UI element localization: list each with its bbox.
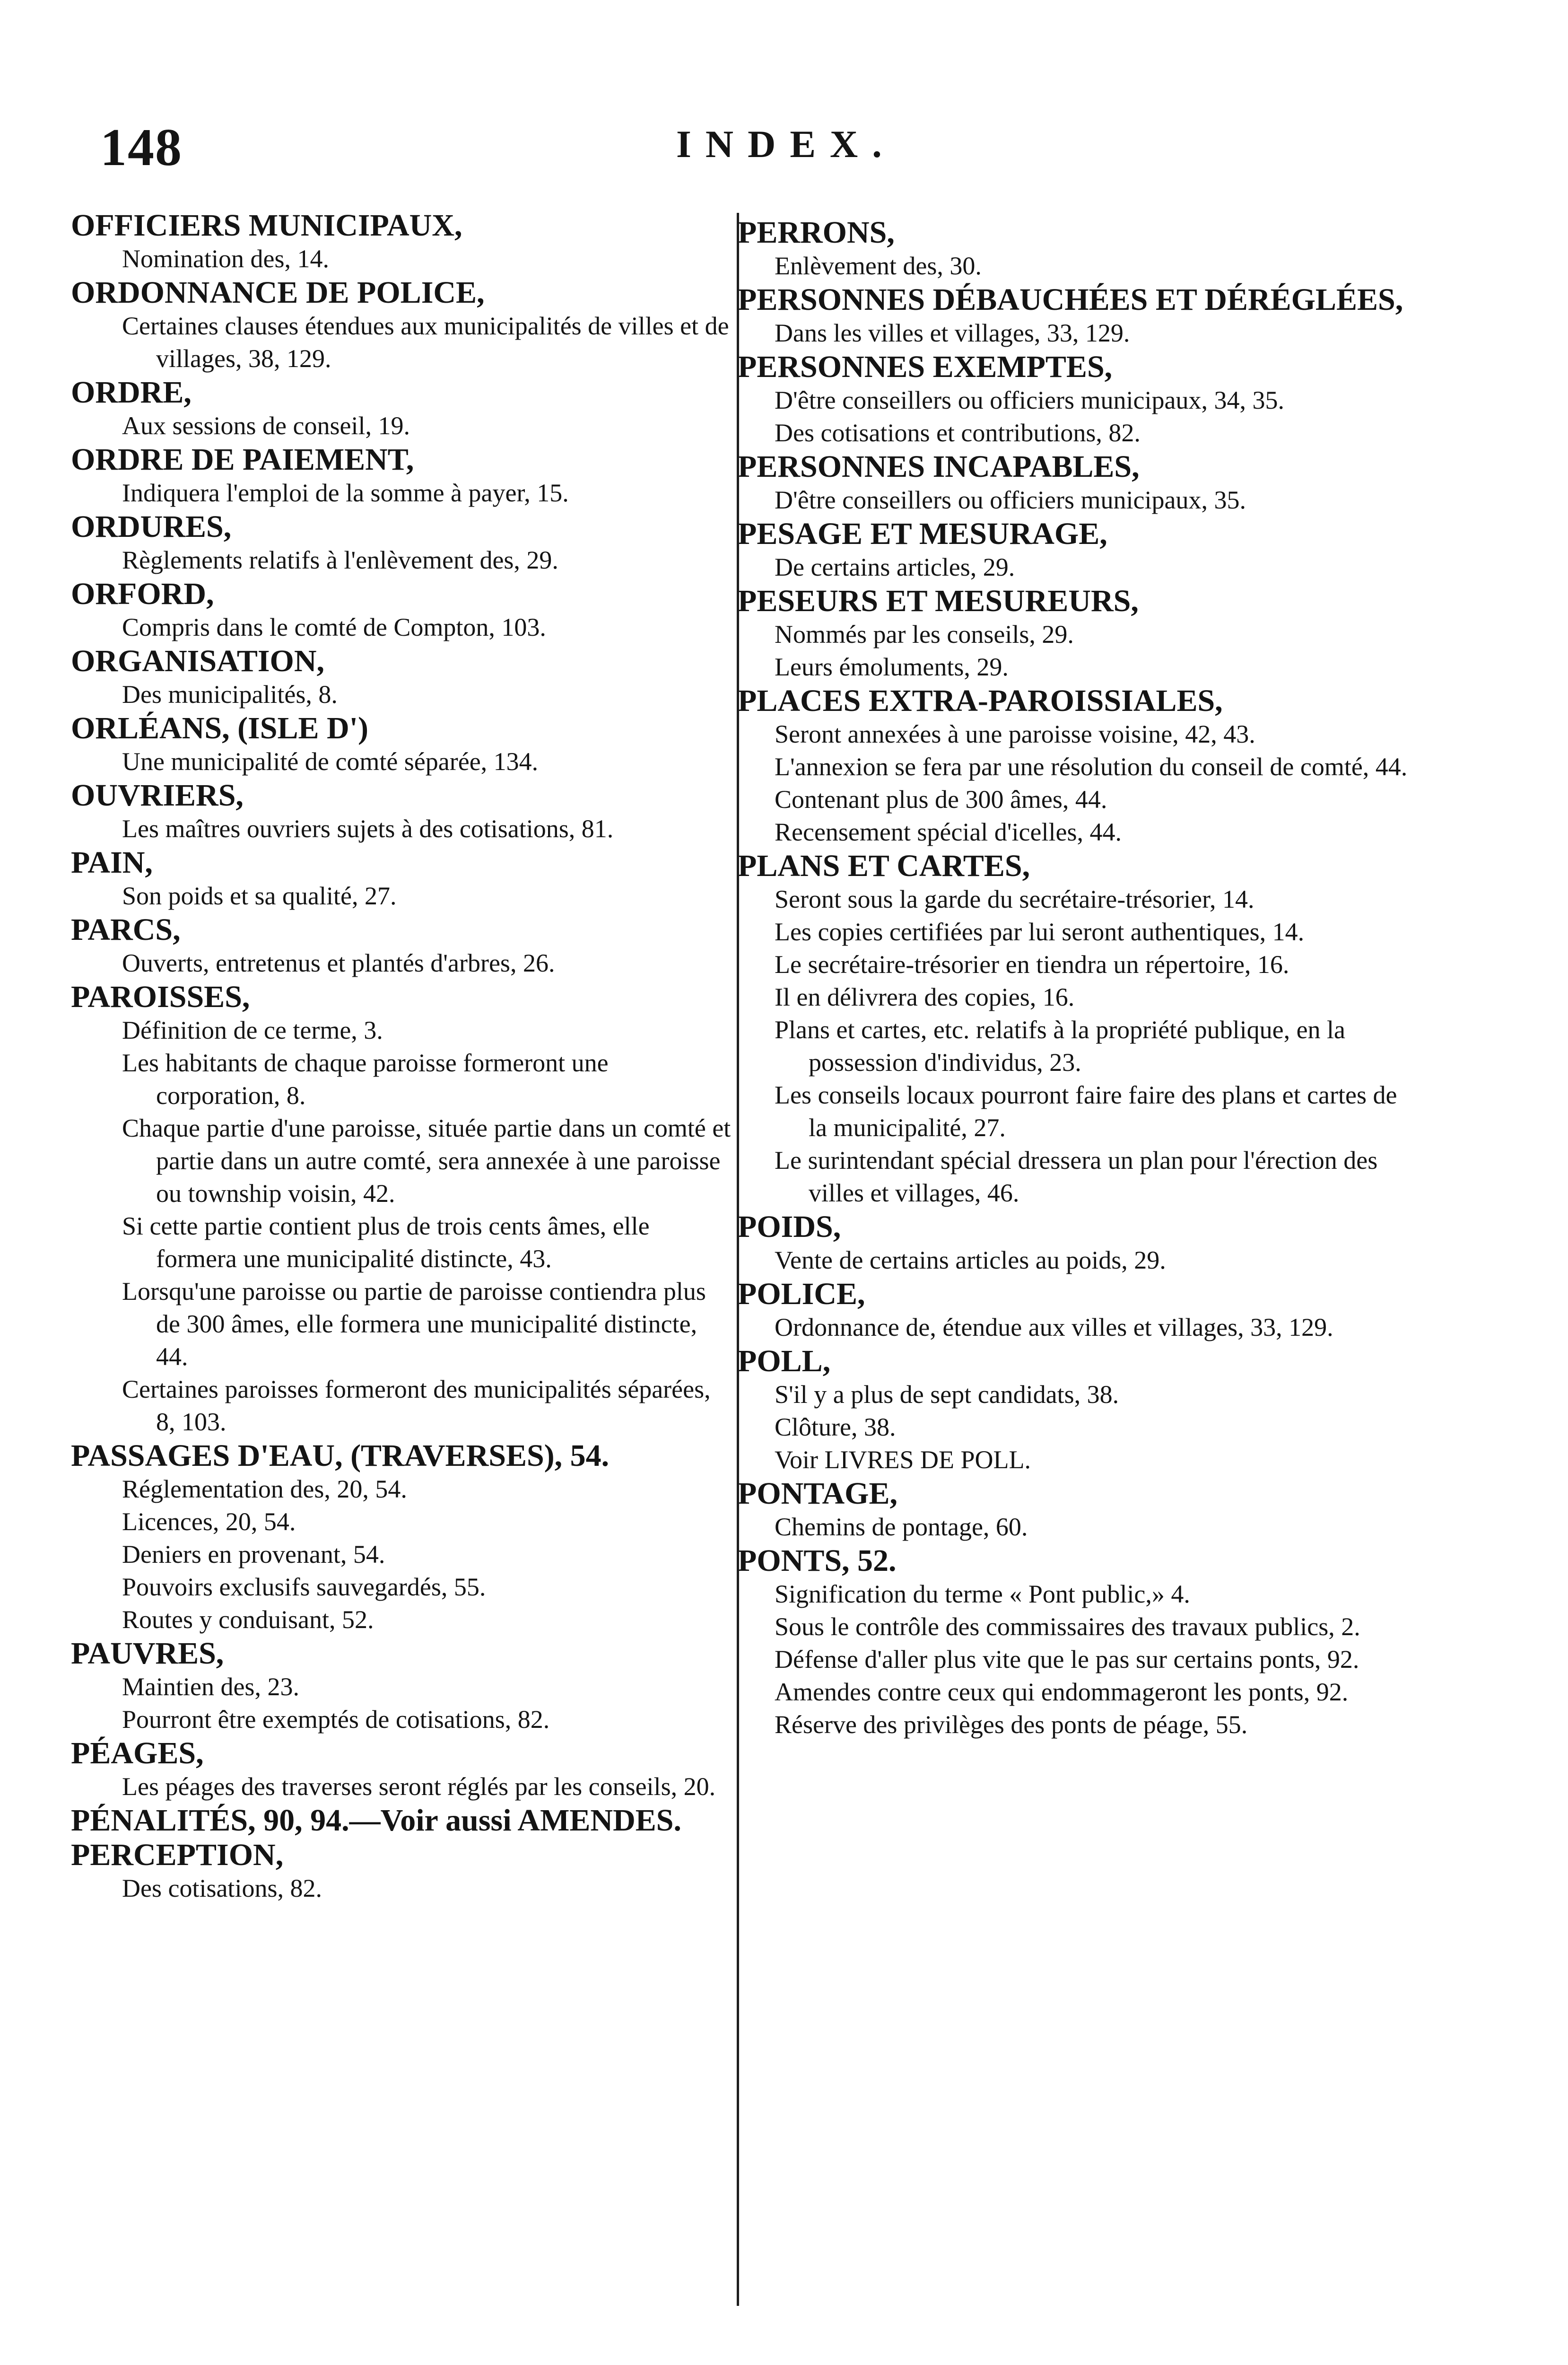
index-entry [738,584,1414,683]
index-subentry: Le surintendant spécial dressera un plan pour l'érection des villes et villages, 46. [775,1146,1378,1207]
index-subentry: Seront sous la garde du secrétaire-trésorier, 14. [775,885,1254,913]
index-entry [52,980,733,1438]
index-subentry: Défense d'aller plus vite que le pas sur certains ponts, 92. [775,1645,1359,1673]
index-subentry: Ouverts, entretenus et plantés d'arbres, 26. [122,949,555,977]
index-heading: OUVRIERS, [71,778,244,813]
index-subentry: Certaines clauses étendues aux municipalités de villes et de villages, 38, 129. [122,312,729,373]
index-entry [738,683,1414,849]
index-entry [52,1736,733,1803]
index-subentry: D'être conseillers ou officiers municipaux, 35. [775,486,1246,514]
index-entry [52,778,733,845]
index-subentry: Enlèvement des, 30. [775,252,982,280]
index-entry [52,1438,733,1636]
index-subentry: Chaque partie d'une paroisse, située partie dans un comté et partie dans un autre comté, sera annexée à une paroisse ou township voisin, 42. [122,1114,731,1208]
index-subentry: Les conseils locaux pourront faire faire des plans et cartes de la municipalité, 27. [775,1081,1397,1142]
index-entry [738,849,1414,1209]
right-column [738,215,1414,1741]
index-subentry: Il en délivrera des copies, 16. [775,983,1075,1011]
index-entry [52,644,733,711]
index-subentry: Certaines paroisses formeront des municipalités séparées, 8, 103. [122,1375,711,1436]
index-subentry: Une municipalité de comté séparée, 134. [122,747,539,776]
index-subentry: Des cotisations et contributions, 82. [775,419,1141,447]
index-entry [738,350,1414,449]
index-subentry: Contenant plus de 300 âmes, 44. [775,785,1107,814]
index-heading: PERCEPTION, [71,1838,284,1872]
index-heading: PERRONS, [738,215,895,250]
index-heading: PAROISSES, [71,980,250,1014]
index-entry [738,449,1414,517]
index-entry [52,275,733,375]
left-column [52,208,733,1905]
index-subentry: Indiquera l'emploi de la somme à payer, 15. [122,479,569,507]
index-subentry: Compris dans le comté de Compton, 103. [122,613,546,641]
index-heading: POLICE, [738,1277,865,1311]
index-entry [738,1344,1414,1476]
index-subentry: Réglementation des, 20, 54. [122,1475,407,1503]
index-subentry: Règlements relatifs à l'enlèvement des, 29. [122,546,558,574]
index-heading: PONTAGE, [738,1476,897,1511]
running-title: INDEX. [676,123,896,166]
index-entry [738,1209,1414,1277]
index-heading: PERSONNES EXEMPTES, [738,350,1113,384]
index-entry [52,442,733,509]
index-entry [738,1543,1414,1741]
index-subentry: D'être conseillers ou officiers municipaux, 34, 35. [775,386,1284,414]
index-entry [738,517,1414,584]
index-subentry: Son poids et sa qualité, 27. [122,882,397,910]
index-subentry: Voir LIVRES DE POLL. [775,1445,1031,1474]
index-heading: PESEURS ET MESUREURS, [738,584,1139,618]
index-entry [738,282,1414,350]
page-number: 148 [100,118,183,177]
index-entry [52,711,733,778]
index-heading: ORLÉANS, (ISLE D') [71,711,368,745]
index-heading: PÉAGES, [71,1736,204,1770]
index-heading: PESAGE ET MESURAGE, [738,517,1107,551]
index-subentry: Les habitants de chaque paroisse formeront une corporation, 8. [122,1049,609,1110]
index-subentry: Réserve des privilèges des ponts de péage, 55. [775,1710,1248,1739]
index-entry [52,375,733,442]
index-subentry: Clôture, 38. [775,1413,896,1441]
index-subentry: Recensement spécial d'icelles, 44. [775,818,1122,846]
index-entry [738,1476,1414,1543]
index-subentry: Les péages des traverses seront réglés par les conseils, 20. [122,1772,716,1801]
index-heading: ORDONNANCE DE POLICE, [71,275,485,310]
index-subentry: Maintien des, 23. [122,1673,299,1701]
index-subentry: Le secrétaire-trésorier en tiendra un répertoire, 16. [775,950,1289,979]
index-subentry: Des cotisations, 82. [122,1874,322,1902]
index-subentry: Aux sessions de conseil, 19. [122,412,410,440]
index-entry [738,215,1414,282]
index-heading: PERSONNES INCAPABLES, [738,449,1140,484]
index-subentry: Plans et cartes, etc. relatifs à la propriété publique, en la possession d'individus, 23. [775,1016,1346,1077]
index-entry [52,509,733,577]
index-subentry: Les copies certifiées par lui seront authentiques, 14. [775,918,1305,946]
index-subentry: Sous le contrôle des commissaires des travaux publics, 2. [775,1612,1360,1641]
index-heading: ORFORD, [71,577,214,611]
index-heading: POIDS, [738,1209,841,1244]
index-subentry: Des municipalités, 8. [122,680,338,709]
index-subentry: Leurs émoluments, 29. [775,653,1009,681]
index-entry [52,912,733,980]
index-subentry: Dans les villes et villages, 33, 129. [775,319,1130,347]
index-entry [52,208,733,275]
index-heading: ORDRE, [71,375,192,410]
index-heading: PERSONNES DÉBAUCHÉES ET DÉRÉGLÉES, [738,282,1403,317]
index-subentry: De certains articles, 29. [775,553,1015,581]
index-subentry: Seront annexées à une paroisse voisine, 42, 43. [775,720,1255,748]
index-subentry: Amendes contre ceux qui endommageront les ponts, 92. [775,1678,1349,1706]
index-subentry: Pouvoirs exclusifs sauvegardés, 55. [122,1573,486,1601]
index-entry [52,577,733,644]
index-heading: ORDRE DE PAIEMENT, [71,442,414,477]
index-heading: PONTS, 52. [738,1543,897,1578]
index-subentry: Signification du terme « Pont public,» 4. [775,1580,1190,1608]
index-subentry: Lorsqu'une paroisse ou partie de paroisse contiendra plus de 300 âmes, elle formera une municipalité distincte, 44. [122,1277,706,1371]
index-subentry: Les maîtres ouvriers sujets à des cotisations, 81. [122,815,614,843]
index-heading: PARCS, [71,912,181,947]
index-entry [52,1803,733,1838]
index-subentry: Chemins de pontage, 60. [775,1513,1028,1541]
index-subentry: Nomination des, 14. [122,245,329,273]
index-heading: ORDURES, [71,509,232,544]
index-subentry: Deniers en provenant, 54. [122,1540,385,1568]
index-heading: PAUVRES, [71,1636,224,1671]
index-heading: PÉNALITÉS, 90, 94.—Voir aussi AMENDES. [71,1803,681,1838]
index-entry [52,1838,733,1905]
index-subentry: Vente de certains articles au poids, 29. [775,1246,1166,1274]
index-subentry: Pourront être exemptés de cotisations, 82. [122,1705,550,1734]
index-subentry: Définition de ce terme, 3. [122,1016,383,1044]
index-subentry: Routes y conduisant, 52. [122,1605,374,1634]
index-heading: PAIN, [71,845,153,880]
index-subentry: Ordonnance de, étendue aux villes et villages, 33, 129. [775,1313,1333,1341]
index-heading: PLANS ET CARTES, [738,849,1030,883]
index-entry [52,845,733,912]
index-subentry: L'annexion se fera par une résolution du conseil de comté, 44. [775,753,1408,781]
index-heading: POLL, [738,1344,831,1378]
index-heading: OFFICIERS MUNICIPAUX, [71,208,462,243]
index-heading: PLACES EXTRA-PAROISSIALES, [738,683,1223,718]
index-heading: PASSAGES D'EAU, (TRAVERSES), 54. [71,1438,610,1473]
index-subentry: S'il y a plus de sept candidats, 38. [775,1380,1119,1409]
index-entry [52,1636,733,1736]
index-entry [738,1277,1414,1344]
index-subentry: Nommés par les conseils, 29. [775,620,1074,648]
index-subentry: Licences, 20, 54. [122,1507,296,1536]
index-subentry: Si cette partie contient plus de trois cents âmes, elle formera une municipalité distincte, 43. [122,1212,650,1273]
index-heading: ORGANISATION, [71,644,325,678]
